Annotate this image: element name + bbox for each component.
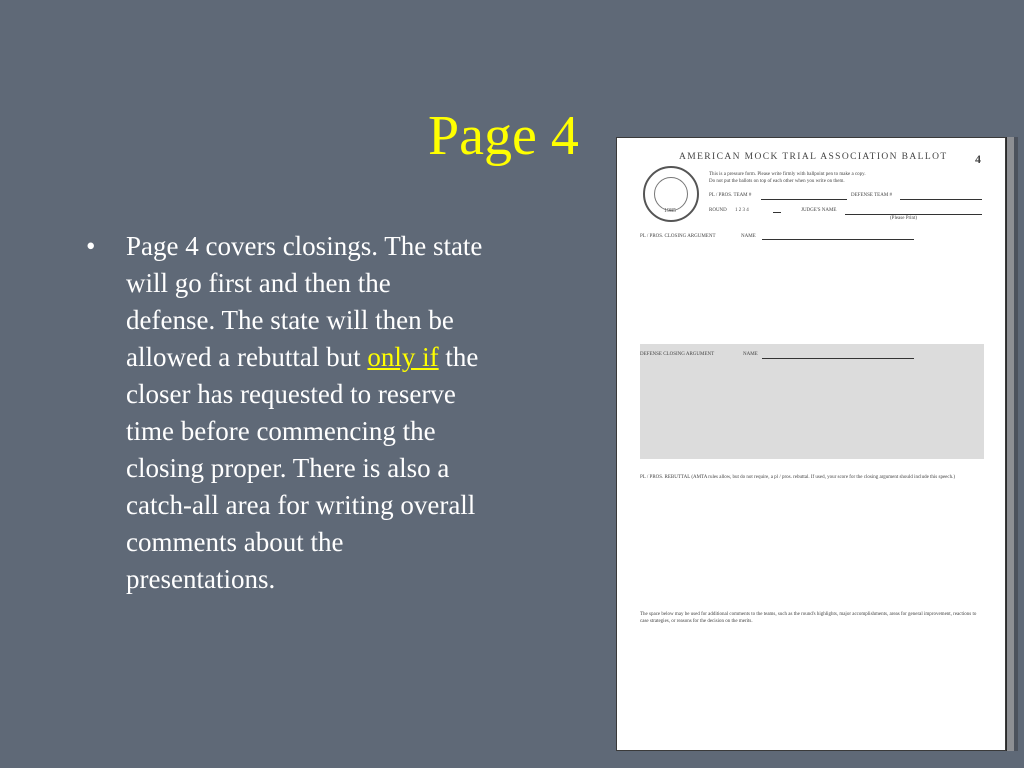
bullet-list bbox=[86, 228, 486, 598]
comments-note: The space below may be used for additional comments to the teams, such as the round's highlights, major accomplishments, areas for general improvement, reactions to case strategies, or reasons for the decision on the merits. bbox=[640, 612, 977, 624]
defense-team-line bbox=[900, 199, 982, 200]
bullet-item bbox=[126, 228, 486, 598]
ballot-page-number: 4 bbox=[975, 152, 981, 166]
bullet-marker: • bbox=[86, 231, 96, 261]
rebuttal-label: PL / PROS. REBUTTAL (AMTA rules allow, but do not require, a pl / pros. rebuttal. If used, your score for the closing argument should include this speech.) bbox=[640, 475, 956, 480]
defense-closing-shaded-area bbox=[640, 344, 984, 459]
defense-closing-name-label: NAME bbox=[743, 352, 758, 357]
ballot-page-image bbox=[616, 137, 1006, 751]
round-line bbox=[773, 212, 781, 213]
pl-closing-name-label: NAME bbox=[741, 234, 756, 239]
slide-title: Page 4 bbox=[428, 105, 579, 167]
pl-team-line bbox=[761, 199, 847, 200]
round-options: 1 2 3 4 bbox=[735, 208, 749, 213]
round-label: ROUND bbox=[709, 208, 727, 213]
seal-year: 1985 bbox=[664, 208, 676, 214]
ballot-instructions-1: This is a pressure form. Please write firmly with ballpoint pen to make a copy. bbox=[709, 172, 866, 177]
pl-closing-name-line bbox=[762, 239, 914, 240]
defense-closing-label: DEFENSE CLOSING ARGUMENT bbox=[640, 352, 715, 357]
ballot-header: AMERICAN MOCK TRIAL ASSOCIATION BALLOT bbox=[679, 152, 948, 162]
pl-closing-label: PL / PROS. CLOSING ARGUMENT bbox=[640, 234, 716, 239]
judge-name-label: JUDGE'S NAME bbox=[801, 208, 837, 213]
ballot-page-shadow bbox=[1014, 137, 1018, 751]
only-if-highlight: only if bbox=[367, 342, 439, 372]
ballot-instructions-2: Do not put the ballots on top of each other when you write on them. bbox=[709, 179, 845, 184]
defense-closing-name-line bbox=[762, 358, 914, 359]
amta-seal-logo bbox=[643, 166, 699, 222]
pl-team-label: PL / PROS. TEAM # bbox=[709, 193, 752, 198]
seal-inner-ring bbox=[654, 177, 688, 211]
judge-name-line bbox=[845, 214, 982, 215]
please-print-note: (Please Print) bbox=[890, 216, 918, 221]
bullet-text-start: Page 4 covers closings. The state will go first and then the defense. The state will then be allowed a rebuttal but bbox=[126, 231, 483, 372]
defense-team-label: DEFENSE TEAM # bbox=[851, 193, 893, 198]
bullet-text-end: the closer has requested to reserve time before commencing the closing proper. There is also a catch-all area for writing overall comments about the presentations. bbox=[126, 342, 479, 594]
